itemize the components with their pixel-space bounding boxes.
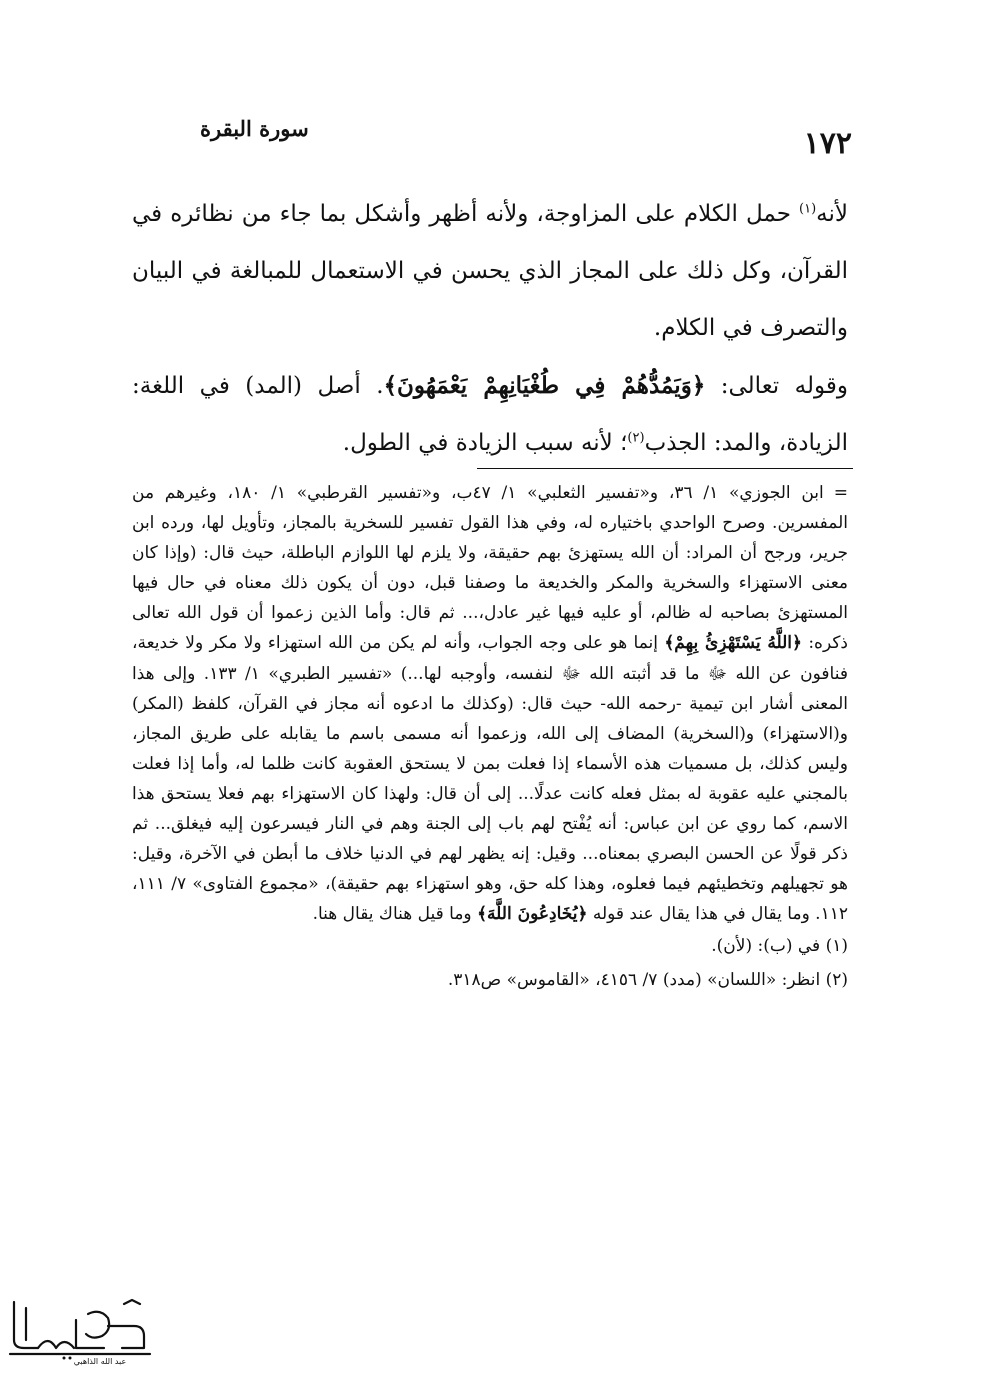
main-text — [132, 186, 848, 472]
text-span: إنما هو على وجه الجواب، وأنه لم يكن من الله استهزاء ولا مكر ولا خديعة، فنافون عن الله ﷻ ما قد أثبته الله ﷻ لنفسه، وأوجبه لها...) «تفسير الطبري» ١/ ١٣٣. وإلى هذا المعنى أشار ابن تيمية -رحمه الله- حيث قال: (وكذلك ما ادعوه أنه مجاز في القرآن، كلفظ (المكر) و(الاستهزاء) و(السخرية) المضاف إلى الله، وزعموا أنه مسمى باسم ما يقابله على طريق المجاز، وليس كذلك، بل مسميات هذه الأسماء إذا فعلت بمن لا يستحق العقوبة كانت ظلما له، وأما إذا فعلت بالمجني عليه عقوبة له بمثل فعله كانت عدلًا... إلى أن قال: ولهذا كان الاستهزاء بهم فعلا يستحق هذا الاسم، كما روي عن ابن عباس: أنه يُفْتح لهم باب إلى الجنة وهم في النار فيسرعون إليه فيغلق... ثم ذكر قولًا عن الحسن البصري بمعناه... وقيل: إنه يظهر لهم في الدنيا خلاف ما أبطن في الآخرة، وقيل: هو تجهيلهم وتخطيئهم فيما فعلوه، وهذا كله حق، وهو استهزاء بهم حقيقة)، «مجموع الفتاوى» ٧/ ١١١، ١١٢. وما يقال في هذا يقال عند قوله — [132, 633, 849, 925]
text-span: لأنه — [816, 201, 848, 227]
quran-verse: ﴿اللَّهُ يَسْتَهْزِئُ بِهِمْ﴾ — [664, 633, 802, 654]
logo-subtext: عبد الله الذاهبي — [73, 1357, 127, 1366]
main-paragraph-1 — [132, 186, 848, 357]
footnote-2: (٢) انظر: «اللسان» (مدد) ٧/ ٤١٥٦، «القاموس» ص٣١٨. — [447, 970, 848, 991]
text-span: وقوله تعالى: — [705, 373, 848, 399]
footnote-ref-1: (١) — [799, 201, 817, 217]
text-span: حمل الكلام على المزاوجة، ولأنه أظهر وأشكل بما جاء من نظائره في القرآن، وكل ذلك على المجاز الذي يحسن في الاستعمال للمبالغة في البيان والتصرف في الكلام. — [132, 201, 848, 341]
text-span: ابن الجوزي» ١/ ٣٦، و«تفسير الثعلبي» ١/ ٤٧ب، و«تفسير القرطبي» ١/ ١٨٠، وغيرهم من المفسرين. وصرح الواحدي باختياره له، وفي هذا القول تفسير للسخرية بالمجاز، وتأويل لها، ورده ابن جرير، ورجح أن المراد: أن الله يستهزئ بهم حقيقة، ولا يلزم لها اللوازم الباطلة، حيث قال: (وإذا كان معنى الاستهزاء والسخرية والمكر والخديعة ما وصفنا قبل، دون أن يكون ذلك معناه في حال فيها المستهزئ بصاحبه له ظالم، أو عليه فيها غير عادل،... ثم قال: وأما الذين زعموا أن قول الله تعالى ذكره: — [132, 483, 848, 654]
continuation-mark: = — [833, 483, 849, 503]
quran-verse: ﴿يُخَادِعُونَ اللَّهَ﴾ — [477, 904, 588, 925]
footnote-1: (١) في (ب): (لأن). — [711, 936, 848, 957]
text-span: . أصل (المد) في اللغة: الزيادة، والمد: الجذب — [132, 373, 848, 456]
logo-text: المسيـ هما — [80, 1298, 85, 1299]
footnote-separator — [477, 468, 853, 469]
footnote-continuation-text — [132, 478, 848, 929]
text-span: وما قيل هناك يقال هنا. — [312, 904, 478, 925]
footnote-ref-2: (٢) — [627, 430, 645, 446]
header-title: سورة البقرة — [200, 116, 309, 141]
quran-verse: ﴿وَيَمُدُّهُمْ فِي طُغْيَانِهِمْ يَعْمَهُونَ﴾ — [383, 372, 706, 399]
publisher-logo — [4, 1290, 156, 1366]
footnote-continuation — [132, 478, 848, 997]
page-number: ١٧٢ — [803, 126, 852, 161]
main-paragraph-2 — [132, 357, 848, 472]
text-span: ؛ لأنه سبب الزيادة في الطول. — [342, 430, 628, 456]
